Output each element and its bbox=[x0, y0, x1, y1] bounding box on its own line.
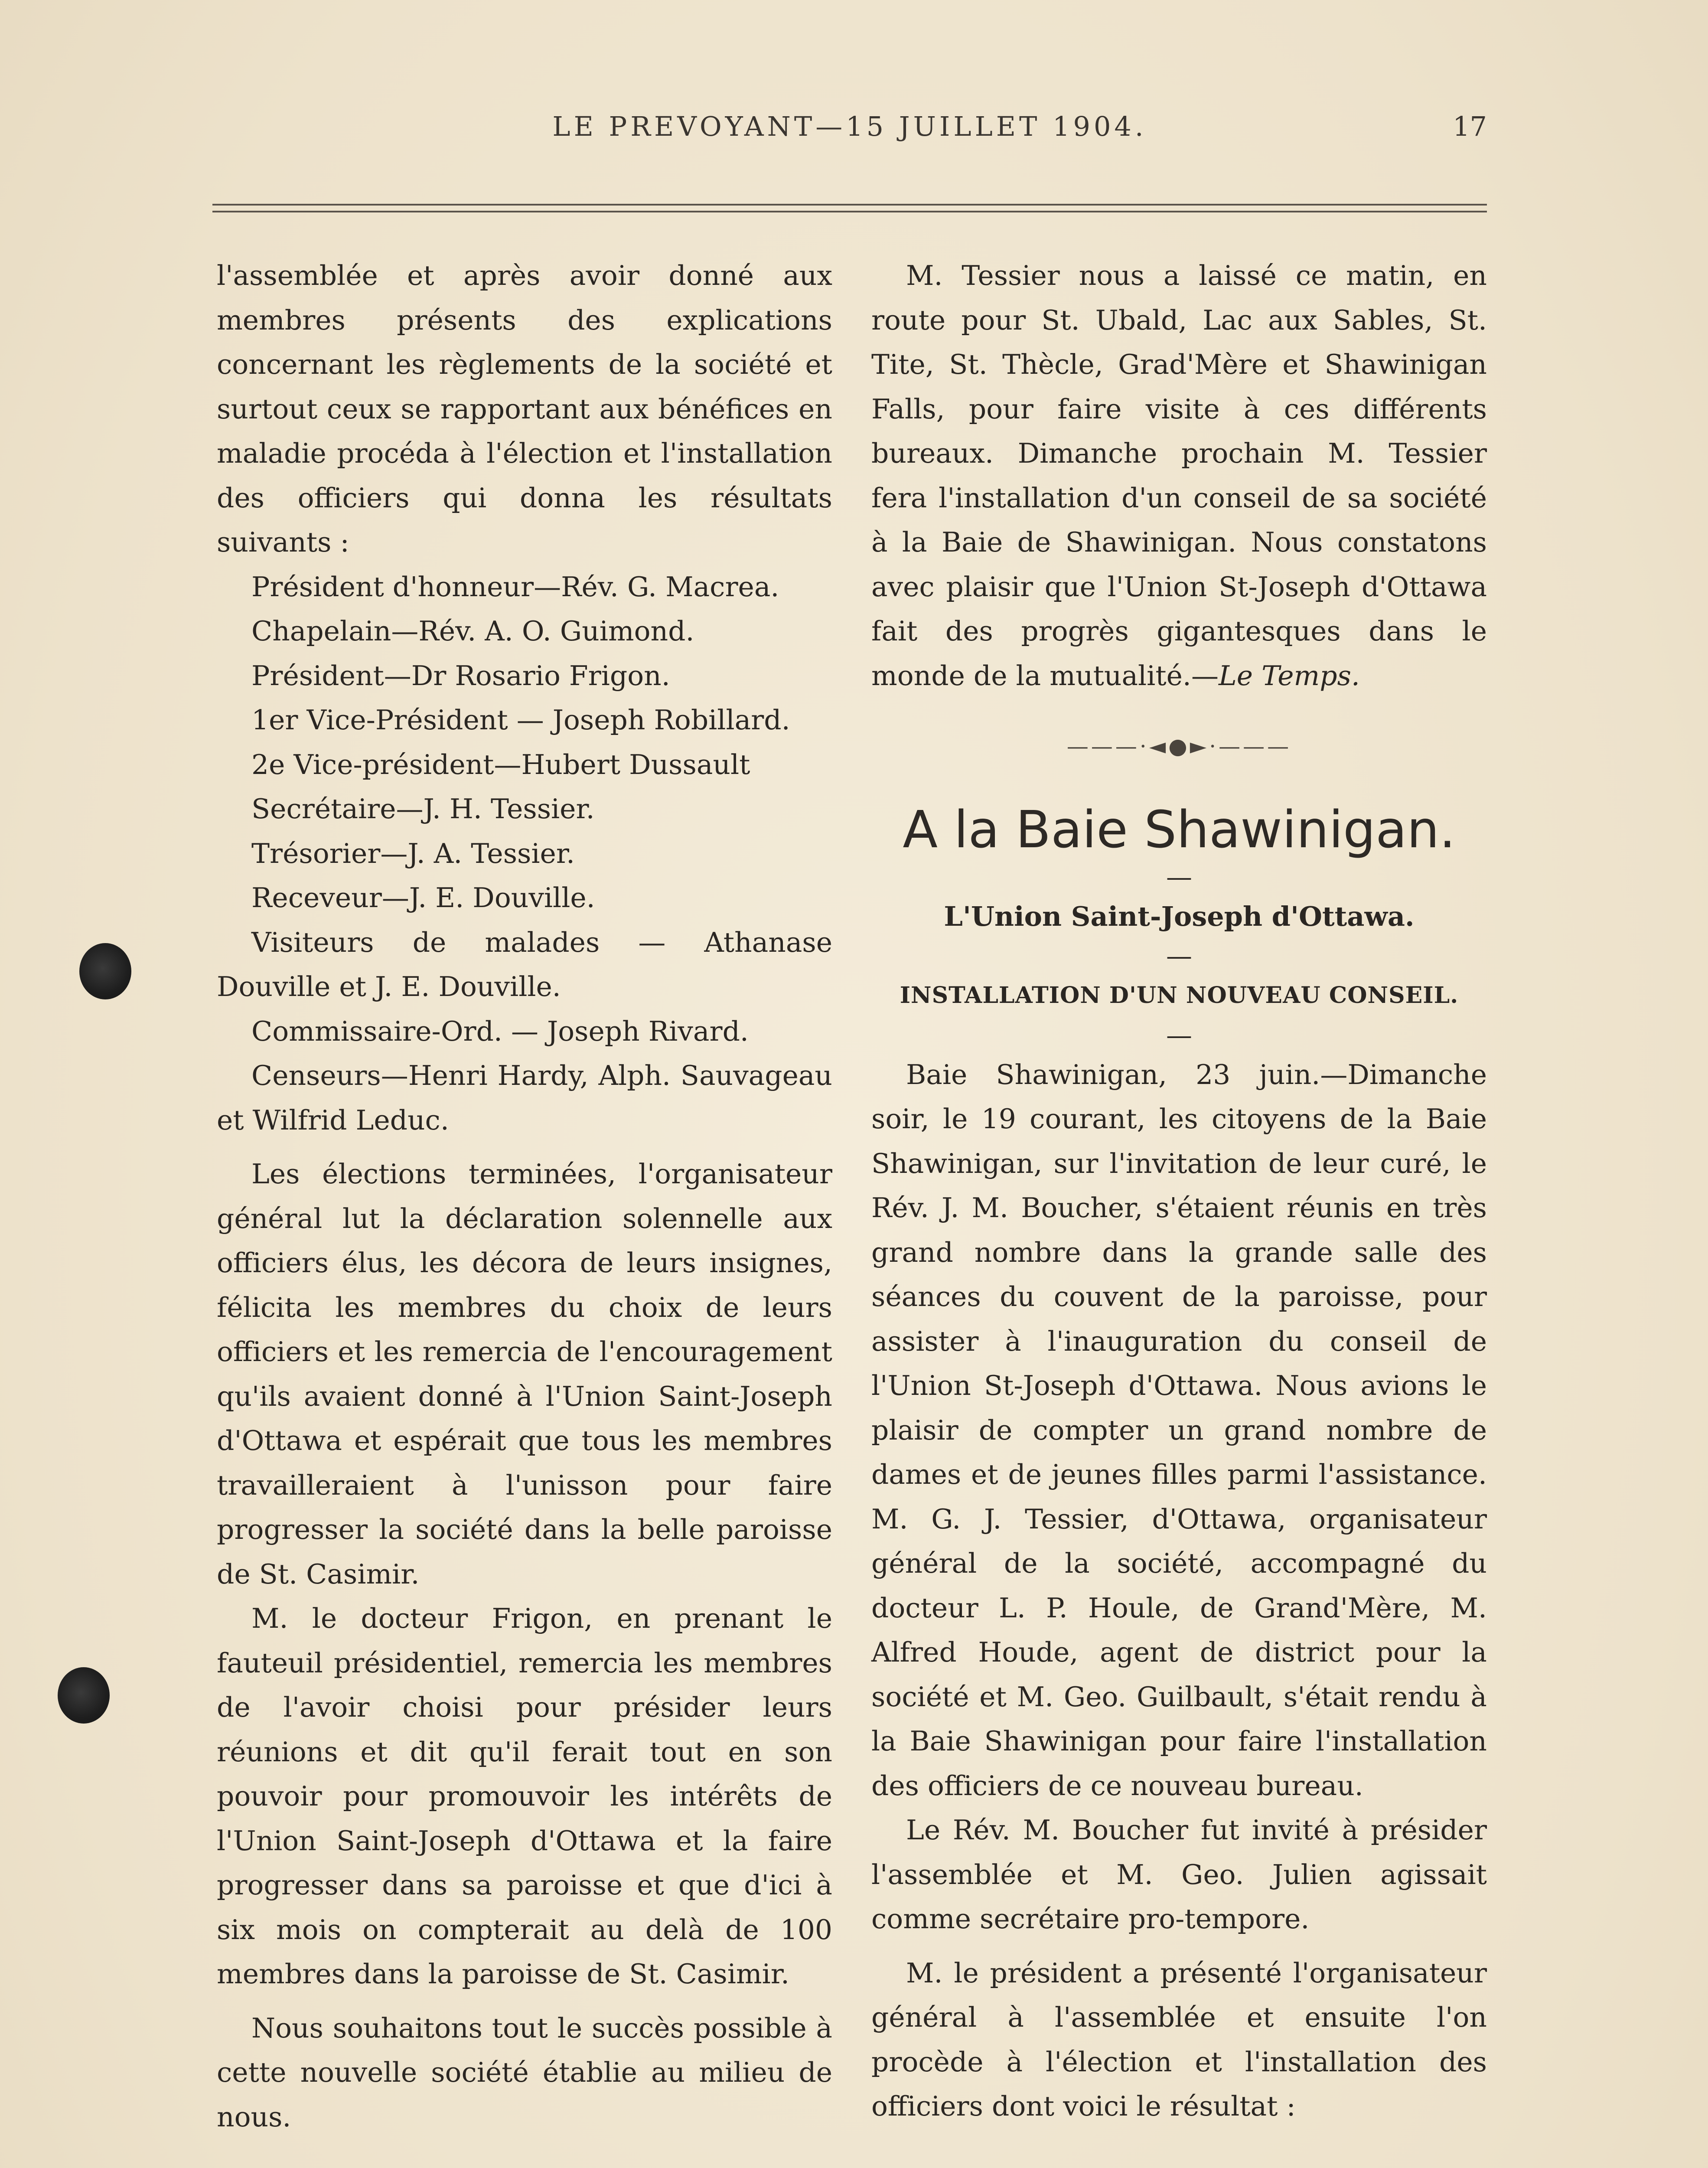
officer-line: Visiteurs de malades — Athanase Douville et J. E. Douville. bbox=[217, 926, 832, 1002]
paragraph: M. le président a présenté l'organisateur général à l'assemblée et ensuite l'on procède à l'élection et l'installation des officiers dont voici le résultat : bbox=[871, 1957, 1487, 2122]
paragraph: Baie Shawinigan, 23 juin.—Dimanche soir, le 19 courant, les citoyens de la Baie Shawinigan, sur l'invitation de leur curé, le Rév. J. M. Boucher, s'étaient réunis en très grand nombre dans la grande salle des séances du couvent de la paroisse, pour assister à l'inauguration du conseil de l'Union St-Joseph d'Ottawa. Nous avions le plaisir de compter un grand nombre de dames et de jeunes filles parmi l'assistance. M. G. J. Tessier, d'Ottawa, organisateur général de la société, accompagné du docteur L. P. Houle, de Grand'Mère, M. Alfred Houde, agent de district pour la société et M. Geo. Guilbault, s'était rendu à la Baie Shawinigan pour faire l'installation des officiers de ce nouveau bureau. bbox=[871, 1058, 1487, 1802]
header-rule-bottom bbox=[212, 211, 1487, 212]
right-column bbox=[871, 254, 1487, 2129]
divider-dash: — bbox=[1166, 1020, 1192, 1051]
paragraph: M. le docteur Frigon, en prenant le fauteuil présidentiel, remercia les membres de l'avoir choisi pour présider leurs réunions et dit qu'il ferait tout en son pouvoir pour promouvoir les intérêts de l'Union Saint-Joseph d'Ottawa et la faire progresser dans sa paroisse et que d'ici à six mois on compterait au delà de 100 membres dans la paroisse de St. Casimir. bbox=[217, 1603, 832, 1990]
binding-hole-lower bbox=[58, 1667, 110, 1724]
officer-line: Censeurs—Henri Hardy, Alph. Sauvageau et Wilfrid Leduc. bbox=[217, 1060, 832, 1136]
article-subhead-caps: INSTALLATION D'UN NOUVEAU CONSEIL. bbox=[900, 982, 1459, 1009]
divider-dash: — bbox=[1166, 862, 1192, 892]
officer-line: Secrétaire—J. H. Tessier. bbox=[251, 793, 595, 825]
running-header bbox=[212, 111, 1487, 158]
officer-line: 1er Vice-Président — Joseph Robillard. bbox=[251, 704, 790, 736]
officer-line: Président d'honneur—Rév. G. Macrea. bbox=[251, 571, 779, 603]
left-column bbox=[217, 254, 832, 2139]
paragraph: l'assemblée et après avoir donné aux membres présents des explications concernant les règlements de la société et surtout ceux se rapportant aux bénéfices en maladie procéda à l'élection et l'installation des officiers qui donna les résultats suivants : bbox=[217, 260, 832, 558]
paragraph: Les élections terminées, l'organisateur général lut la déclaration solennelle aux officiers élus, les décora de leurs insignes, félicita les membres du choix de leurs officiers et les remercia de l'encouragement qu'ils avaient donné à l'Union Saint-Joseph d'Ottawa et espérait que tous les membres travailleraient à l'unisson pour faire progresser la société dans la belle paroisse de St. Casimir. bbox=[217, 1158, 832, 1590]
header-rule-top bbox=[212, 204, 1487, 206]
paragraph: Nous souhaitons tout le succès possible à cette nouvelle société établie au milieu de nous. bbox=[217, 2012, 832, 2133]
officer-line: Receveur—J. E. Douville. bbox=[251, 882, 595, 914]
header-title: LE PREVOYANT—15 JUILLET 1904. bbox=[552, 111, 1147, 142]
ornament-divider: ———·◄●►·——— bbox=[1066, 734, 1292, 759]
officer-line: Président—Dr Rosario Frigon. bbox=[251, 660, 670, 692]
divider-dash: — bbox=[1166, 941, 1192, 971]
officer-line: Trésorier—J. A. Tessier. bbox=[251, 837, 575, 869]
paragraph bbox=[871, 254, 1487, 698]
article-subhead: L'Union Saint-Joseph d'Ottawa. bbox=[944, 900, 1415, 932]
officer-line: Commissaire-Ord. — Joseph Rivard. bbox=[251, 1015, 749, 1047]
paragraph-text: M. Tessier nous a laissé ce matin, en route pour St. Ubald, Lac aux Sables, St. Tite, St. Thècle, Grad'Mère et Shawinigan Falls, pour faire visite à ces différents bureaux. Dimanche prochain M. Tessier fera l'installation d'un conseil de sa société à la Baie de Shawinigan. Nous constatons avec plaisir que l'Union St-Joseph d'Ottawa fait des progrès gigantesques dans le monde de la mutualité.— bbox=[871, 260, 1487, 692]
page-number: 17 bbox=[1453, 111, 1487, 142]
paragraph: Le Rév. M. Boucher fut invité à présider l'assemblée et M. Geo. Julien agissait comme secrétaire pro-tempore. bbox=[871, 1814, 1487, 1935]
binding-hole-upper bbox=[79, 943, 131, 999]
officer-line: Chapelain—Rév. A. O. Guimond. bbox=[251, 615, 694, 647]
article-headline: A la Baie Shawinigan. bbox=[903, 799, 1456, 859]
source-citation: Le Temps. bbox=[1218, 660, 1360, 692]
officer-line: 2e Vice-président—Hubert Dussault bbox=[251, 748, 750, 780]
